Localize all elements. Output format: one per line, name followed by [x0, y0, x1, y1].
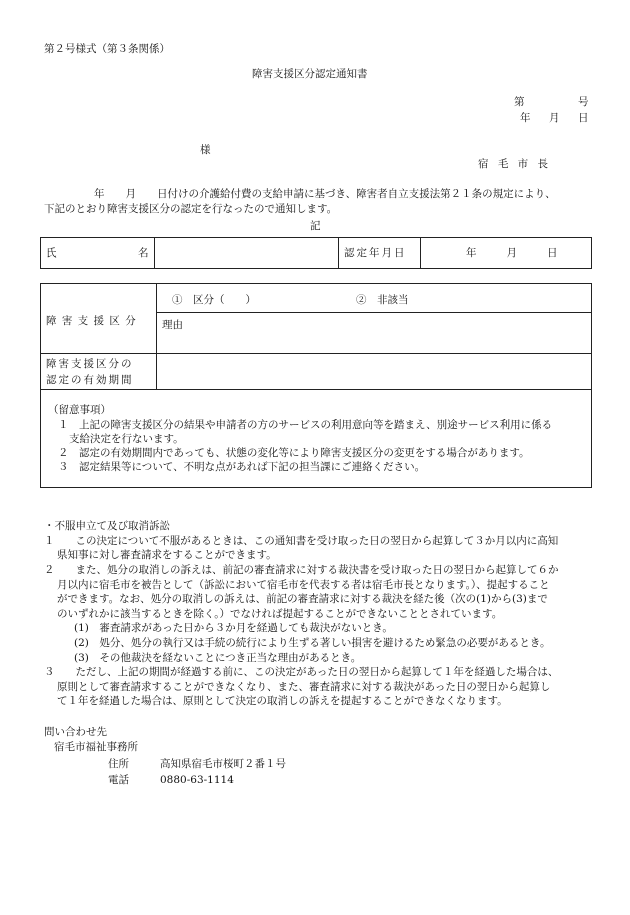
contact-heading: 問い合わせ先 [44, 726, 107, 738]
validity-label-1: 障害支援区分の [46, 358, 134, 370]
table2-vertical-divider [156, 283, 157, 389]
issuer: 宿 毛 市 長 [478, 158, 552, 170]
note-1-line-2: 支給決定を行ないます。 [69, 433, 184, 445]
document-title: 障害支援区分認定通知書 [252, 68, 368, 80]
number-label-dai: 第 [514, 96, 525, 108]
category-label: 障 害 支 援 区 分 [46, 315, 137, 327]
table2-row-divider-2 [40, 389, 592, 390]
number-label-go: 号 [578, 96, 589, 108]
ki-label: 記 [310, 220, 321, 232]
appeal-p2-line-2: 月以内に宿毛市を被告として（訴訟において宿毛市を代表する者は宿毛市長となります。）、提起すること [57, 579, 550, 591]
certification-date-value: 年 月 日 [466, 247, 561, 259]
table2-row-divider-1 [40, 353, 592, 354]
recipient-suffix: 様 [200, 144, 211, 156]
contact-address-label: 住所 [108, 758, 129, 770]
name-label-a: 氏 [46, 247, 57, 259]
reason-label: 理由 [162, 319, 183, 331]
table1-divider-3 [420, 237, 421, 269]
appeal-sub-2: (2) 処分、処分の執行又は手続の続行により生ずる著しい損害を避けるため緊急の必要があるとき。 [74, 637, 551, 649]
appeal-p2-line-3: ができます。なお、処分の取消しの訴えは、前記の審査請求に対する裁決を経た後（次の(1)から(3)まで [57, 593, 548, 605]
contact-phone-value: 0880-63-1114 [160, 774, 234, 786]
intro-line-2: 下記のとおり障害支援区分の認定を行なったので通知します。 [44, 203, 338, 215]
appeal-p3-line-1: ３ ただし、上記の期間が経過する前に、この決定があった日の翌日から起算して１年を経過した場合は、 [44, 666, 559, 678]
note-2: ２ 認定の有効期間内であっても、状態の変化等により障害支援区分の変更をする場合があります。 [58, 447, 530, 459]
appeal-p2-line-1: ２ また、処分の取消しの訴えは、前記の審査請求に対する裁決書を受け取った日の翌日から起算して６か [44, 564, 559, 576]
validity-label-2: 認定の有効期間 [46, 374, 134, 386]
contact-phone-label: 電話 [108, 774, 129, 786]
form-number: 第２号様式（第３条関係） [44, 43, 170, 55]
table1-divider-2 [338, 237, 339, 269]
contact-office: 宿毛市福祉事務所 [54, 741, 138, 753]
contact-address-value: 高知県宿毛市桜町２番１号 [160, 758, 286, 770]
appeal-p1-line-2: 県知事に対し審査請求をすることができます。 [57, 549, 277, 561]
appeal-sub-3: (3) その他裁決を経ないことにつき正当な理由があるとき。 [74, 652, 362, 664]
intro-line-1: 年 月 日付けの介護給付費の支給申請に基づき、障害者自立支援法第２１条の規定により、 [94, 188, 556, 200]
appeal-p2-line-4: のいずれかに該当するときを除く。）でなければ提起することができないこととされています。 [57, 608, 503, 620]
category-option-2: ② 非該当 [356, 294, 409, 306]
category-option-1: ① 区分（ ） [172, 294, 256, 306]
name-label-b: 名 [138, 247, 149, 259]
appeal-p3-line-3: て１年を経過した場合は、原則として決定の取消しの訴えを提起することができなくなります。 [57, 695, 508, 707]
appeal-heading: ・不服申立て及び取消訴訟 [44, 520, 170, 532]
appeal-sub-1: (1) 審査請求があった日から３か月を経過しても裁決がないとき。 [74, 622, 393, 634]
date-line: 年 月 日 [520, 112, 593, 124]
note-1-line-1: １ 上記の障害支援区分の結果や申請者の方のサービスの利用意向等を踏まえ、別途サービス利用に係る [58, 419, 553, 431]
certification-date-label: 認定年月日 [344, 247, 407, 259]
appeal-p1-line-1: １ この決定について不服があるときは、この通知書を受け取った日の翌日から起算して３か月以内に高知 [44, 535, 559, 547]
notes-heading: （留意事項） [48, 404, 111, 416]
table2-option-divider [156, 312, 592, 313]
table1-divider-1 [154, 237, 155, 269]
appeal-p3-line-2: 原則として審査請求することができなくなり、また、審査請求に対する裁決があった日の翌日から起算し [57, 681, 551, 693]
note-3: ３ 認定結果等について、不明な点があれば下記の担当課にご連絡ください。 [58, 461, 426, 473]
